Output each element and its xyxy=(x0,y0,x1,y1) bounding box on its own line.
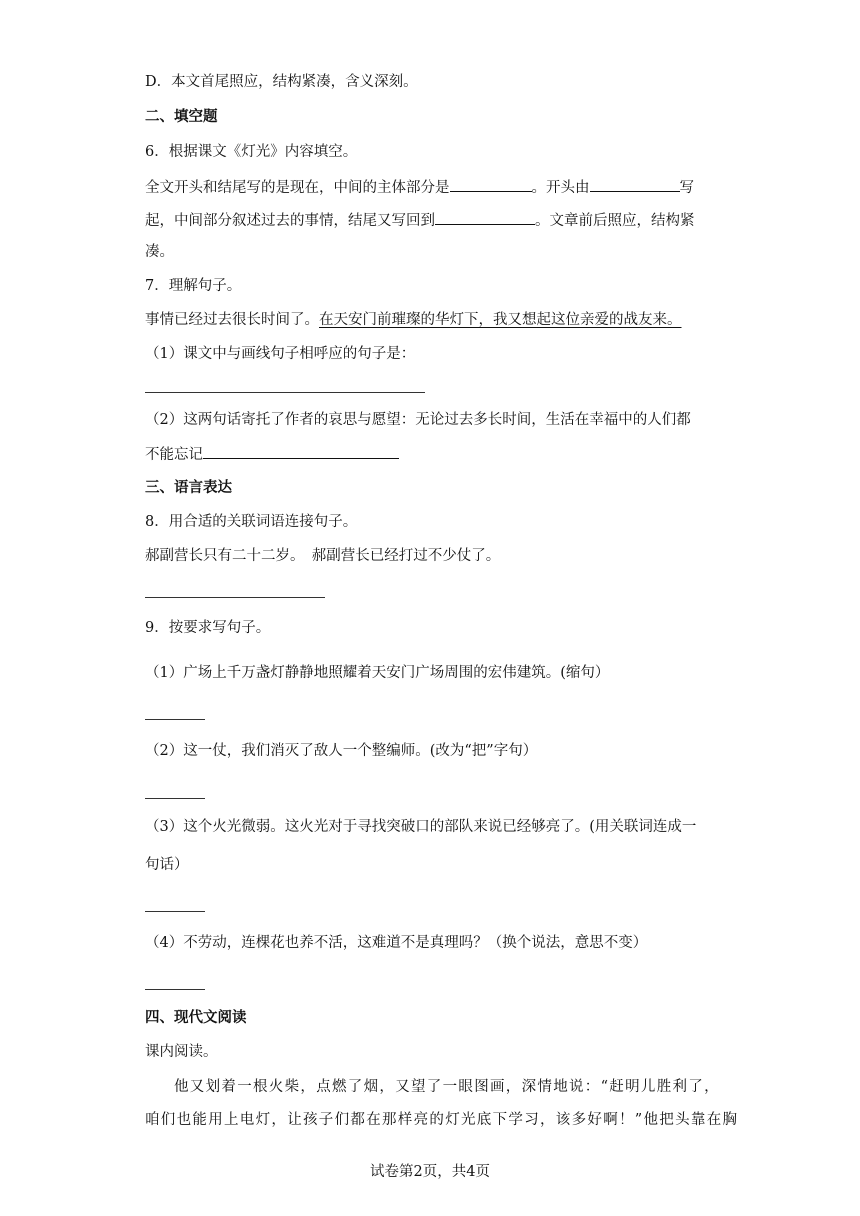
q9-sub4-answer-line[interactable] xyxy=(145,989,205,990)
q9-sub2-answer-line[interactable] xyxy=(145,798,205,799)
question-6-line-2 xyxy=(145,210,695,231)
question-7-sentence xyxy=(145,310,682,330)
question-7-sub-2a: （2）这两句话寄托了作者的哀思与愿望：无论过去多长时间，生活在幸福中的人们都 xyxy=(145,412,691,428)
question-7-sub-2b xyxy=(145,444,399,465)
q9-sub3-answer-line[interactable] xyxy=(145,911,205,912)
q6-text-2a: 起，中间部分叙述过去的事情，结尾又写回到 xyxy=(145,213,435,229)
q7-sentence-underlined: 在天安门前璀璨的华灯下，我又想起这位亲爱的战友来。 xyxy=(319,312,682,328)
question-7-stem: 7．理解句子。 xyxy=(145,278,242,294)
q6-blank-3[interactable] xyxy=(435,210,535,225)
q6-text-1c: 写 xyxy=(679,180,694,196)
q7-sentence-plain: 事情已经过去很长时间了。 xyxy=(145,312,319,328)
q5-option-d: D．本文首尾照应，结构紧凑，含义深刻。 xyxy=(145,74,418,90)
question-9-sub-1: （1）广场上千万盏灯静静地照耀着天安门广场周围的宏伟建筑。(缩句） xyxy=(145,665,610,681)
question-9-sub-4: （4）不劳动，连棵花也养不活，这难道不是真理吗？（换个说法，意思不变） xyxy=(145,935,648,951)
question-9-sub-2: （2）这一仗，我们消灭了敌人一个整编师。(改为“把”字句） xyxy=(145,743,538,759)
q7-sub1-answer-line[interactable] xyxy=(145,392,425,393)
question-9-stem: 9．按要求写句子。 xyxy=(145,620,271,636)
reading-passage-line-2: 咱们也能用上电灯，让孩子们都在那样亮的灯光底下学习，该多好啊！”他把头靠在胸 xyxy=(145,1112,739,1128)
q8-answer-line[interactable] xyxy=(145,597,325,598)
question-6-line-1 xyxy=(145,177,694,198)
reading-intro: 课内阅读。 xyxy=(145,1044,218,1060)
q6-blank-1[interactable] xyxy=(450,177,532,192)
question-8-stem: 8．用合适的关联词语连接句子。 xyxy=(145,514,358,530)
q7-sub2-text: 不能忘记 xyxy=(145,447,203,463)
question-8-sentence: 郝副营长只有二十二岁。 郝副营长已经打过不少仗了。 xyxy=(145,548,501,564)
question-6-line-3: 凑。 xyxy=(145,244,174,260)
question-7-sub-1: （1）课文中与画线句子相呼应的句子是： xyxy=(145,346,416,362)
section-heading-language: 三、语言表达 xyxy=(145,480,232,496)
question-9-sub-3b: 句话） xyxy=(145,857,189,873)
section-heading-reading: 四、现代文阅读 xyxy=(145,1010,247,1026)
reading-passage-line-1: 他又划着一根火柴，点燃了烟，又望了一眼图画，深情地说：“赶明儿胜利了， xyxy=(174,1079,720,1095)
q6-text-1a: 全文开头和结尾写的是现在，中间的主体部分是 xyxy=(145,180,450,196)
q6-blank-2[interactable] xyxy=(590,177,680,192)
q6-text-2b: 。文章前后照应，结构紧 xyxy=(535,213,695,229)
q6-text-1b: 。开头由 xyxy=(531,180,590,196)
q9-sub1-answer-line[interactable] xyxy=(145,719,205,720)
page-footer: 试卷第2页，共4页 xyxy=(370,1164,490,1180)
section-heading-fill-blank: 二、填空题 xyxy=(145,109,218,125)
question-6-stem: 6．根据课文《灯光》内容填空。 xyxy=(145,144,358,160)
q7-sub2-blank[interactable] xyxy=(203,444,399,459)
question-9-sub-3a: （3）这个火光微弱。这火光对于寻找突破口的部队来说已经够亮了。(用关联词连成一 xyxy=(145,819,697,835)
